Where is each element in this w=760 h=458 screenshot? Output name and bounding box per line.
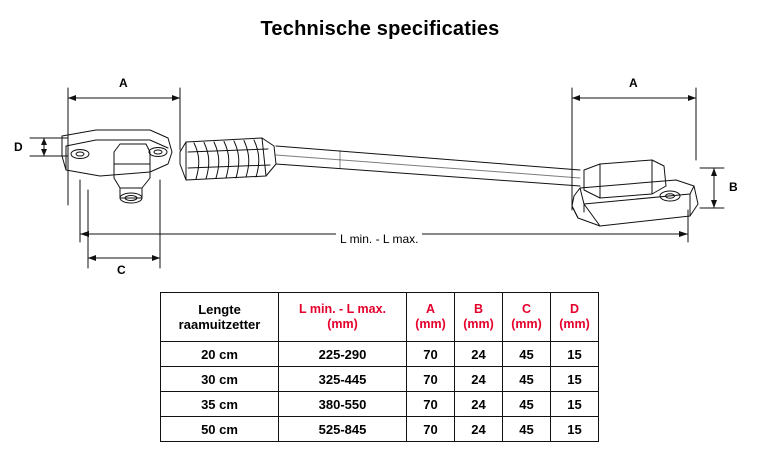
header-lengte: [161, 293, 279, 342]
cell-lengte: 50 cm: [161, 417, 279, 442]
table-row: [161, 392, 599, 417]
cell-b: 24: [455, 367, 503, 392]
cell-d: 15: [551, 392, 599, 417]
cell-lminmax: 380-550: [279, 392, 407, 417]
technical-drawing: [0, 60, 760, 290]
header-a-line2: (mm): [415, 317, 446, 331]
header-d-line1: D: [569, 302, 580, 316]
specifications-table-wrapper: [160, 292, 598, 442]
page-title: Technische specificaties: [260, 18, 500, 40]
specifications-table: [160, 292, 599, 442]
table-header-row: [161, 293, 599, 342]
table-row: [161, 342, 599, 367]
header-c-line1: C: [521, 302, 532, 316]
cell-lengte: 20 cm: [161, 342, 279, 367]
cell-b: 24: [455, 417, 503, 442]
cell-lengte: 30 cm: [161, 367, 279, 392]
cell-b: 24: [455, 392, 503, 417]
header-c: [503, 293, 551, 342]
cell-a: 70: [407, 342, 455, 367]
table-row: [161, 417, 599, 442]
cell-d: 15: [551, 367, 599, 392]
cell-lminmax: 325-445: [279, 367, 407, 392]
header-b: [455, 293, 503, 342]
cell-c: 45: [503, 342, 551, 367]
cell-c: 45: [503, 367, 551, 392]
dimension-label-length-range: L min. - L max.: [336, 232, 422, 246]
window-stay-drawing: [0, 60, 760, 290]
dimension-label-d: D: [14, 140, 23, 154]
cell-lminmax: 525-845: [279, 417, 407, 442]
header-d: [551, 293, 599, 342]
header-b-line1: B: [473, 302, 484, 316]
header-a-line1: A: [425, 302, 436, 316]
header-a: [407, 293, 455, 342]
header-lminmax-line1: L min. - L max.: [298, 302, 387, 316]
header-b-line2: (mm): [463, 317, 494, 331]
header-lminmax-line2: (mm): [327, 317, 358, 331]
dimension-label-c: C: [117, 263, 126, 277]
cell-c: 45: [503, 392, 551, 417]
cell-c: 45: [503, 417, 551, 442]
cell-a: 70: [407, 392, 455, 417]
header-lengte-line2: raamuitzetter: [178, 317, 261, 332]
table-row: [161, 367, 599, 392]
header-c-line2: (mm): [511, 317, 542, 331]
cell-d: 15: [551, 342, 599, 367]
header-lengte-line1: Lengte: [198, 302, 241, 317]
cell-lminmax: 225-290: [279, 342, 407, 367]
dimension-label-a-left: A: [119, 76, 128, 90]
cell-lengte: 35 cm: [161, 392, 279, 417]
cell-a: 70: [407, 367, 455, 392]
cell-b: 24: [455, 342, 503, 367]
cell-d: 15: [551, 417, 599, 442]
header-lminmax: [279, 293, 407, 342]
dimension-label-b: B: [729, 180, 738, 194]
dimension-label-a-right: A: [629, 76, 638, 90]
cell-a: 70: [407, 417, 455, 442]
header-d-line2: (mm): [559, 317, 590, 331]
